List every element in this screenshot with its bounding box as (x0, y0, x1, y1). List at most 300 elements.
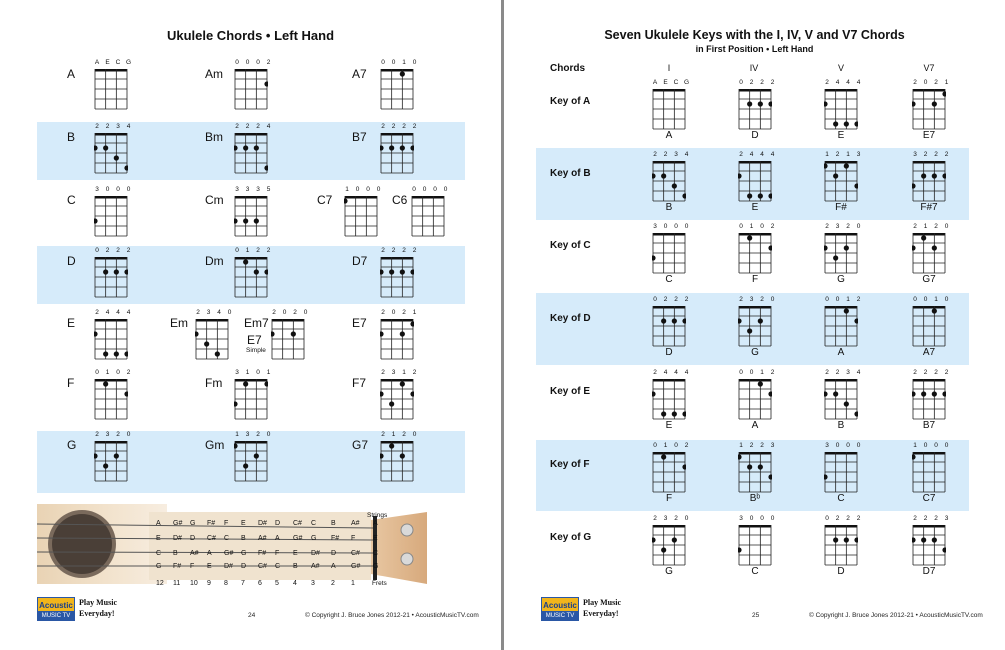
finger-dot (758, 381, 763, 386)
chord-grid (738, 160, 772, 202)
chord-name: G (665, 566, 673, 577)
fret-note: E (207, 563, 212, 570)
nut (345, 196, 377, 199)
fret-number: 0 (381, 59, 385, 66)
fret-number: 2 (266, 247, 271, 254)
fret-number-label: 2 (331, 580, 335, 587)
fret-number: 1 (266, 369, 271, 376)
fret-number: 2 (760, 296, 764, 303)
chord-diagram (652, 296, 689, 347)
finger-dot (942, 391, 946, 396)
finger-dot (747, 193, 752, 198)
fret-note: G (190, 520, 196, 527)
chord-grid (94, 195, 128, 237)
fret-number: 2 (674, 296, 678, 303)
fret-number: 0 (126, 431, 131, 438)
finger-dot (94, 331, 98, 336)
chord-name: G (751, 347, 759, 358)
fret-number: 2 (653, 515, 657, 522)
strings-label: Strings (367, 512, 388, 519)
finger-dot (854, 318, 858, 323)
fret-number: 3 (653, 223, 657, 230)
finger-dot (682, 193, 686, 198)
finger-dot (410, 145, 414, 150)
finger-dot (932, 391, 937, 396)
chord-diagram-dm (234, 247, 271, 298)
finger-dot (932, 537, 937, 542)
row-label-e: E (67, 316, 76, 330)
fret-number: 0 (739, 79, 743, 86)
chord-diagram (652, 515, 689, 566)
nut (653, 525, 685, 528)
fret-number: 2 (412, 123, 417, 130)
finger-dot (124, 165, 128, 170)
finger-dot (824, 101, 828, 106)
fret-number: 2 (105, 247, 110, 254)
chord-fret-numbers (824, 151, 861, 159)
chord-diagram (652, 369, 689, 420)
fret-number: 2 (913, 223, 917, 230)
chord-diagram (912, 442, 949, 493)
finger-dot (912, 454, 916, 459)
chord-fret-numbers (738, 79, 775, 87)
nut (913, 525, 945, 528)
left-page-title: Ukulele Chords • Left Hand (166, 28, 335, 43)
fret-number: 2 (923, 369, 928, 376)
fret-number: 0 (235, 59, 239, 66)
chord-diagram-f7 (380, 369, 417, 420)
finger-dot (672, 318, 677, 323)
chord-fret-numbers (912, 79, 949, 87)
chord-diagram (912, 223, 949, 274)
fret-number: 0 (433, 186, 437, 193)
chord-grid (912, 160, 946, 202)
chord-diagram-c6 (411, 186, 448, 237)
fret-number-label: 4 (293, 580, 297, 587)
nut (739, 452, 771, 455)
open-string-note: E (373, 535, 378, 542)
fret-number: 2 (856, 515, 861, 522)
fret-number: 4 (749, 151, 754, 158)
chord-diagram-e (94, 309, 131, 360)
row-label-c: C (67, 193, 76, 207)
chord-diagram-fm (234, 369, 271, 420)
chord-diagram-a (94, 59, 132, 110)
finger-dot (652, 391, 656, 396)
finger-dot (124, 391, 128, 396)
fret-number: 2 (684, 296, 689, 303)
fret-note: E (293, 550, 298, 557)
finger-dot (844, 163, 849, 168)
nut (272, 319, 304, 322)
fret-number: 0 (674, 442, 678, 449)
chord-fret-numbers (652, 223, 689, 231)
chord-fret-numbers (738, 223, 775, 231)
chord-name: A (837, 347, 845, 358)
finger-dot (942, 91, 946, 96)
chord-diagram-bm (234, 123, 271, 174)
chord-label-a7: A7 (352, 67, 367, 81)
fret-number: 2 (913, 369, 917, 376)
finger-dot (833, 255, 838, 260)
column-header-i: I (667, 63, 671, 73)
chord-fret-numbers (380, 369, 417, 377)
finger-dot (264, 269, 268, 274)
nut (381, 441, 413, 444)
chord-fret-numbers (344, 186, 381, 194)
chord-grid (94, 378, 128, 420)
acoustic-music-tv-logo-right (541, 597, 619, 621)
fret-number: 0 (923, 296, 928, 303)
fret-number: 4 (126, 309, 131, 316)
finger-dot (912, 101, 916, 106)
nut (235, 379, 267, 382)
fret-number: 1 (760, 369, 764, 376)
finger-dot (768, 474, 772, 479)
chord-name: B7 (922, 420, 936, 431)
chord-grid (271, 318, 305, 360)
row-label-d: D (67, 254, 76, 268)
chord-name: F (751, 274, 759, 285)
fret-number: 1 (749, 223, 754, 230)
finger-dot (824, 163, 828, 168)
finger-dot (661, 411, 666, 416)
fret-note: A (275, 535, 280, 542)
key-label: Key of B (550, 168, 591, 179)
fret-number: 0 (825, 296, 829, 303)
finger-dot (114, 453, 119, 458)
chord-grid (824, 378, 858, 420)
chord-label-gm: Gm (205, 438, 225, 452)
chord-grid (94, 68, 128, 110)
open-string-note: A (373, 520, 378, 527)
fret-number: 0 (391, 309, 396, 316)
fret-note: E (156, 535, 161, 542)
frets-label: Frets (372, 580, 387, 587)
fret-number-label: 8 (224, 580, 228, 587)
finger-dot (114, 351, 119, 356)
finger-dot (758, 101, 763, 106)
chord-grid (380, 68, 414, 110)
finger-dot (410, 269, 414, 274)
chord-grid (234, 68, 268, 110)
chord-name: D (837, 566, 845, 577)
fret-note: G (311, 535, 317, 542)
finger-dot (747, 235, 752, 240)
chord-grid (824, 160, 858, 202)
finger-dot (661, 454, 666, 459)
fret-number: 1 (913, 442, 917, 449)
fret-number: 2 (944, 151, 949, 158)
fret-number: 0 (412, 186, 416, 193)
chord-diagram (824, 515, 861, 566)
finger-dot (243, 259, 248, 264)
fret-number: 2 (770, 369, 775, 376)
fret-number: 4 (856, 369, 861, 376)
nut (825, 452, 857, 455)
finger-dot (854, 537, 858, 542)
fret-number: 0 (923, 442, 928, 449)
chord-name: C7 (922, 493, 936, 504)
finger-dot (114, 269, 119, 274)
chord-fret-numbers (380, 59, 417, 67)
fret-number: 2 (266, 59, 271, 66)
fret-number: 2 (105, 123, 110, 130)
nut (653, 379, 685, 382)
chord-fret-numbers (195, 309, 232, 317)
fret-number: 1 (846, 151, 850, 158)
fret-number: 2 (944, 369, 949, 376)
chord-diagram (738, 79, 775, 130)
chord-fret-numbers (912, 515, 949, 523)
fret-number: 2 (381, 309, 385, 316)
finger-dot (103, 463, 108, 468)
finger-dot (682, 464, 686, 469)
row-label-b: B (67, 130, 76, 144)
finger-dot (243, 145, 248, 150)
chord-diagram (824, 79, 861, 130)
fret-number: 3 (235, 369, 239, 376)
chord-diagram-b (94, 123, 131, 174)
finger-dot (103, 381, 108, 386)
chord-grid (380, 318, 414, 360)
chord-fret-numbers (380, 431, 417, 439)
finger-dot (254, 453, 259, 458)
fret-number: 2 (739, 151, 743, 158)
fret-number: 0 (944, 296, 949, 303)
chord-fret-numbers (824, 223, 861, 231)
fret-number: 3 (749, 296, 754, 303)
chord-grid (344, 195, 378, 237)
fret-number: 2 (923, 151, 928, 158)
chord-name: C (837, 493, 845, 504)
fret-number: 2 (934, 151, 938, 158)
finger-dot (410, 321, 414, 326)
chord-name: B (665, 202, 673, 213)
copyright: © Copyright J. Bruce Jones 2012-21 • AcousticMusicTV.com (305, 612, 479, 619)
fret-number-label: 6 (258, 580, 262, 587)
finger-dot (844, 245, 849, 250)
fret-number: 0 (227, 309, 232, 316)
chord-grid (824, 232, 858, 274)
nut (381, 133, 413, 136)
finger-dot (124, 351, 128, 356)
fret-number: 1 (412, 309, 417, 316)
chord-fret-numbers (824, 369, 861, 377)
nut (235, 133, 267, 136)
fret-note: C# (207, 535, 216, 542)
fret-note: B (331, 520, 336, 527)
finger-dot (271, 331, 275, 336)
nut (95, 319, 127, 322)
chord-grid (912, 378, 946, 420)
fret-number: 2 (934, 79, 938, 86)
fret-number: 0 (684, 515, 689, 522)
column-header-v7: V7 (923, 63, 935, 73)
ukulele-fretboard (37, 498, 427, 593)
chord-fret-numbers (234, 123, 271, 131)
nut (913, 161, 945, 164)
chord-fret-numbers (94, 431, 131, 439)
finger-dot (932, 245, 937, 250)
finger-dot (234, 218, 238, 223)
fret-number: 1 (402, 369, 406, 376)
fret-number: 1 (825, 151, 829, 158)
finger-dot (400, 71, 405, 76)
fret-number: 0 (412, 431, 417, 438)
fret-number: 2 (381, 247, 385, 254)
finger-dot (768, 245, 772, 250)
fret-number: 2 (235, 123, 239, 130)
fret-number-label: 10 (190, 580, 198, 587)
chord-fret-numbers (94, 123, 131, 131)
fret-number: 2 (663, 296, 668, 303)
chord-name: D7 (922, 566, 936, 577)
finger-dot (747, 101, 752, 106)
nut (95, 441, 127, 444)
chord-fret-numbers (824, 515, 861, 523)
right-page (504, 0, 1005, 650)
chord-label-fm: Fm (205, 376, 223, 390)
chord-diagram (652, 223, 689, 274)
fret-number: 3 (391, 369, 396, 376)
fret-number: 2 (412, 369, 417, 376)
chord-label-f7: F7 (352, 376, 367, 390)
chord-name: E (665, 420, 673, 431)
fret-number: 0 (422, 186, 427, 193)
fret-number: 2 (856, 296, 861, 303)
fret-number: 3 (245, 431, 250, 438)
fret-number: 1 (105, 369, 110, 376)
chord-fret-numbers (380, 123, 417, 131)
fret-number: 0 (835, 296, 840, 303)
chord-label-e7: E7 (352, 316, 367, 330)
fret-number: 3 (256, 186, 260, 193)
chord-diagram (824, 296, 861, 347)
fret-number: 2 (835, 515, 840, 522)
finger-dot (243, 381, 248, 386)
chord-diagram-cm (234, 186, 271, 237)
copyright-right: © Copyright J. Bruce Jones 2012-21 • AcousticMusicTV.com (809, 612, 983, 619)
chord-grid (824, 451, 858, 493)
chord-grid (380, 132, 414, 174)
open-string-note: G (373, 563, 379, 570)
finger-dot (833, 173, 838, 178)
column-header-v: V (837, 63, 844, 73)
fret-note: A# (190, 550, 199, 557)
fret-note: F# (173, 563, 182, 570)
fret-number: 2 (674, 515, 678, 522)
chord-diagram (738, 369, 775, 420)
fret-number: 0 (760, 223, 764, 230)
fret-number: 4 (126, 123, 131, 130)
finger-dot (661, 547, 666, 552)
fret-note: C (311, 520, 317, 527)
chord-fret-numbers (652, 442, 689, 450)
chord-fret-numbers (652, 79, 690, 87)
chord-diagram (912, 369, 949, 420)
fret-note: D (331, 550, 337, 557)
fret-number: A (652, 79, 658, 86)
fret-number: 3 (105, 431, 110, 438)
chord-label-g7: G7 (352, 438, 369, 452)
fret-number: 0 (856, 223, 861, 230)
fret-number: 1 (934, 296, 938, 303)
fret-number: 4 (105, 309, 110, 316)
row-label-a: A (67, 67, 76, 81)
chord-label-d7: D7 (352, 254, 368, 268)
chord-grid (912, 305, 946, 347)
chord-fret-numbers (738, 515, 775, 523)
chord-label-dm: Dm (205, 254, 224, 268)
chord-grid (94, 256, 128, 298)
finger-dot (254, 218, 259, 223)
fret-number: 0 (412, 59, 417, 66)
chord-diagram (652, 442, 689, 493)
nut (739, 525, 771, 528)
fret-number: 2 (846, 223, 850, 230)
page-number-right: 25 (752, 612, 760, 619)
nut (913, 379, 945, 382)
finger-dot (204, 341, 209, 346)
fret-number: 2 (402, 431, 406, 438)
chord-grid (738, 232, 772, 274)
fret-number: 3 (245, 186, 250, 193)
chord-diagram (738, 515, 775, 566)
fret-number: 0 (760, 515, 764, 522)
key-label: Key of C (550, 240, 591, 251)
fret-number: 0 (366, 186, 370, 193)
finger-dot (672, 411, 677, 416)
chord-diagram-c (94, 186, 131, 237)
fret-number: 3 (206, 309, 211, 316)
chord-grid (234, 256, 268, 298)
chord-fret-numbers (738, 296, 775, 304)
nut (381, 257, 413, 260)
nut (235, 257, 267, 260)
fret-number: 2 (95, 431, 99, 438)
open-string-note: C (373, 550, 379, 557)
fret-number: 4 (835, 79, 840, 86)
chord-name: F#7 (920, 202, 938, 213)
finger-dot (234, 443, 238, 448)
finger-dot (124, 269, 128, 274)
fret-number: G (125, 59, 132, 66)
nut (739, 161, 771, 164)
fret-number: 2 (402, 309, 406, 316)
finger-dot (389, 401, 394, 406)
finger-dot (921, 537, 926, 542)
finger-dot (682, 318, 686, 323)
logo-subtext: MUSIC TV (37, 612, 75, 621)
chord-label-cm: Cm (205, 193, 224, 207)
fret-number: 4 (846, 79, 850, 86)
chord-fret-numbers (912, 151, 949, 159)
fret-number: 2 (381, 431, 385, 438)
finger-dot (758, 318, 763, 323)
chord-grid (380, 256, 414, 298)
fret-number: 3 (770, 442, 775, 449)
fret-number: 0 (391, 59, 396, 66)
chord-label-am: Am (205, 67, 223, 81)
chord-diagram-a7 (380, 59, 417, 110)
logo-tagline-2-right: Everyday! (583, 609, 619, 618)
finger-dot (833, 391, 838, 396)
fret-note: F (275, 550, 280, 557)
chord-grid (652, 524, 686, 566)
finger-dot (380, 453, 384, 458)
nut (235, 69, 267, 72)
